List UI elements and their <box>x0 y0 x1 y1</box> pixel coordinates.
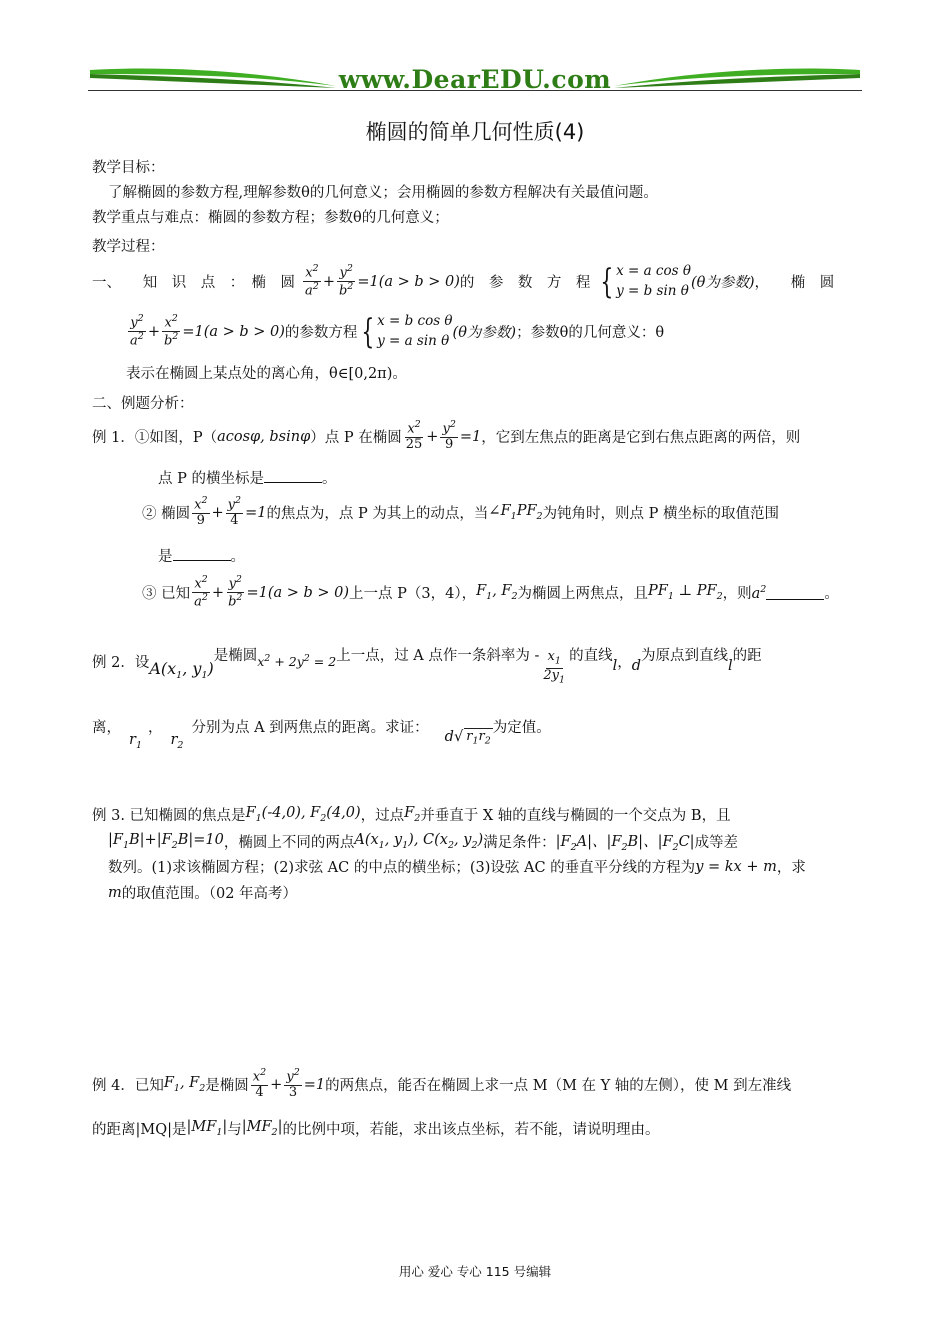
header-rule <box>88 90 862 91</box>
e1-3-text-a: ③ 已知 <box>142 586 191 603</box>
e4-frac-y: $\frac{y^2}{3}$ <box>286 1067 300 1101</box>
e1-2-text-d: 是 <box>158 549 173 565</box>
e2-text-d: 的直线 <box>569 647 613 664</box>
e1-1-text-a: 例 1．①如图，P（ <box>92 430 218 447</box>
example1-part1: 例 1．①如图，P（ acosφ, bsinφ ）点 P 在椭圆 $\frac{x^2}{25}$ + $\frac{y^2}{9}$ =1 ，它到左焦点的距离是它到右焦点距离的两倍，则 <box>92 419 801 453</box>
example2-line2: 离， $r_1$ ， $r_2$ 分别为点 A 到两焦点的距离。求证： d √ $r_1r_2$ 为定值。 <box>92 702 551 751</box>
ellipse-term-y: $\frac{y^2}{b^2}$ <box>338 262 354 299</box>
e2-slope-frac: $\frac{x_1}{2y_1}$ <box>543 649 566 686</box>
e1-1-text-f: 。 <box>321 471 337 487</box>
ellipse2-term-x: $\frac{x^2}{b^2}$ <box>163 312 179 349</box>
e2-text-j: 分别为点 A 到两焦点的距离。求证： <box>191 719 429 736</box>
e4-frac-x: $\frac{x^2}{4}$ <box>252 1067 267 1101</box>
e2-text-c: 上一点，过 A 点作一条斜率为 - <box>336 647 540 664</box>
goal-text: 了解椭圆的参数方程,理解参数θ的几何意义；会用椭圆的参数方程解决有关最值问题。 <box>108 185 658 201</box>
param-system-2: { x = b cos θ y = a sin θ <box>361 311 453 352</box>
e2-text-k: 为定值。 <box>492 719 551 736</box>
answer-blank[interactable] <box>173 546 231 561</box>
process-label: 教学过程： <box>92 239 165 255</box>
e4-text-f: 的比例中项，若能，求出该点坐标，若不能，请说明理由。 <box>282 1122 660 1138</box>
part1-line1: 一、 知 识 点 ： 椭 圆 $\frac{x^2}{a^2}$ + $\frac{y^2}{b^2}$ =1(a > b > 0) 的 参 数 方 程 { x = a cos θ y = b sin θ (θ为参数) ， 椭 圆 <box>92 261 835 302</box>
e2-text-e: ， <box>617 654 632 671</box>
answer-blank[interactable] <box>264 468 322 483</box>
e3-text-h: ，求 <box>776 860 806 876</box>
e2-text-g: 的距 <box>732 647 762 664</box>
part1-text-d: ；参数θ的几何意义：θ <box>516 325 665 342</box>
e1-1-text-d: ，它到左焦点的距离是它到右焦点距离的两倍，则 <box>481 430 801 447</box>
e1-3-frac-x: $\frac{x^2}{a^2}$ <box>194 574 208 610</box>
e1-2-answer-line <box>158 545 245 566</box>
e3-text-f: 成等差 <box>694 834 739 851</box>
e1-1-text-c: ）点 P 在椭圆 <box>310 430 402 447</box>
example3-line1: 例 3. 已知椭圆的焦点是 $F_1(-4,0)$, $F_2(4,0)$ ，过点 $F_2$ 并垂直于 X 轴的直线与椭圆的一个交点为 B，且 <box>92 805 731 824</box>
header-swoosh-right <box>612 64 862 92</box>
e1-1-answer-line <box>158 467 336 488</box>
e3-text-g: 数列。(1)求该椭圆方程；(2)求弦 AC 的中点的横坐标；(3)设弦 AC 的垂直平分线的方程为 <box>108 860 696 876</box>
site-logo-text[interactable]: www.DearEDU.com <box>338 65 612 94</box>
e3-text-d: ，椭圆上不同的两点 <box>223 834 355 851</box>
part1-text-e: 表示在椭圆上某点处的离心角，θ∈[0,2π)。 <box>126 366 407 382</box>
e4-text-b: 是椭圆 <box>205 1078 249 1095</box>
page-footer: 用心 爱心 专心 115 号编辑 <box>398 1264 552 1279</box>
example3-line3: 数列。(1)求该椭圆方程；(2)求弦 AC 的中点的横坐标；(3)设弦 AC 的垂直平分线的方程为 y = kx + m ，求 <box>108 856 806 877</box>
e2-text-b: 是椭圆 <box>213 647 258 664</box>
e1-2-text-a: ② 椭圆 <box>142 506 191 523</box>
example2-line1: 例 2．设 $A(x_1$, $y_1$) 是椭圆 $x^2 + 2y^2 = 2$ 上一点，过 A 点作一条斜率为 - $\frac{x_1}{2y_1}$ 的直线 l ， d 为原点到直线 l 的距 <box>92 636 762 686</box>
goal-label: 教学目标： <box>92 160 165 176</box>
e1-2-frac-x: $\frac{x^2}{9}$ <box>194 495 208 529</box>
e1-1-frac-y: $\frac{y^2}{9}$ <box>442 419 456 453</box>
e1-2-text-e: 。 <box>230 549 245 565</box>
e1-1-text-e: 点 P 的横坐标是 <box>158 471 264 487</box>
e1-2-text-c: 为钝角时，则点 P 横坐标的取值范围 <box>542 506 780 523</box>
ellipse-term-x: $\frac{x^2}{a^2}$ <box>305 262 319 299</box>
example4-line2: 的距离|MQ|是 $|MF_1|$ 与 $|MF_2|$ 的比例中项，若能，求出该点坐标，若不能，请说明理由。 <box>92 1119 660 1138</box>
e2-text-h: 离， <box>92 719 121 736</box>
e1-2-frac-y: $\frac{y^2}{4}$ <box>227 495 242 529</box>
part1-text-a: 的 参 数 方 程 <box>459 275 591 292</box>
e4-text-e: 与 <box>227 1122 242 1138</box>
e1-3-text-c: 为椭圆上两焦点，且 <box>517 586 649 603</box>
part1-line2: $\frac{y^2}{a^2}$ + $\frac{x^2}{b^2}$ =1(a > b > 0) 的参数方程 { x = b cos θ y = a sin θ (θ为参数) ；参数θ的几何意义：θ <box>130 311 665 352</box>
e1-1-frac-x: $\frac{x^2}{25}$ <box>405 419 423 453</box>
e1-1-point: acosφ, bsinφ <box>217 428 311 445</box>
example4-line1: 例 4．已知 $F_1$, $F_2$ 是椭圆 $\frac{x^2}{4}$ + $\frac{y^2}{3}$ =1 的两焦点，能否在椭圆上求一点 M（M 在 Y 轴的左侧），使 M 到左准线 <box>92 1067 792 1101</box>
ellipse2-term-y: $\frac{y^2}{a^2}$ <box>130 312 144 349</box>
e1-3-text-b: 上一点 P（3，4）， <box>349 586 477 603</box>
e4-text-d: 的距离|MQ|是 <box>92 1122 187 1138</box>
e2-text-a: 例 2．设 <box>92 654 150 671</box>
e1-2-text-b: 的焦点为，点 P 为其上的动点，当 <box>266 506 489 523</box>
e3-text-i: 的取值范围。（02 年高考） <box>121 886 298 902</box>
example1-part3: ③ 已知 $\frac{x^2}{a^2}$ + $\frac{y^2}{b^2}$ =1(a > b > 0) 上一点 P（3，4）， $F_1$, $F_2$ 为椭圆上两焦点，且 $PF_1$ ⊥ $PF_2$ ，则 $a^2$ 。 <box>142 574 839 610</box>
e1-3-text-e: 。 <box>824 586 839 603</box>
answer-blank[interactable] <box>766 585 824 600</box>
part1-text-c: 的参数方程 <box>284 325 358 342</box>
param-system-1: { x = a cos θ y = b sin θ <box>600 261 691 302</box>
part2-label: 二、例题分析： <box>92 396 194 412</box>
page-title: 椭圆的简单几何性质(4) <box>365 120 585 144</box>
example3-line2: $|F_1B|+|F_2B|=10$ ，椭圆上不同的两点 $A(x_1$, $y_1$), $C(x_2$, $y_2$) 满足条件： $|F_2A|$、$|F_2B|$、$|F_2C|$ 成等差 <box>108 832 739 853</box>
e4-text-a: 例 4．已知 <box>92 1078 164 1095</box>
e2-text-i: ， <box>147 719 163 736</box>
e2-text-f: 为原点到直线 <box>641 647 729 664</box>
site-header <box>88 60 862 100</box>
e1-3-text-d: ，则 <box>722 586 752 603</box>
key-points: 教学重点与难点：椭圆的参数方程；参数θ的几何意义； <box>92 210 449 226</box>
part1-text-b: ， 椭 圆 <box>754 275 835 292</box>
example1-part2: ② 椭圆 $\frac{x^2}{9}$ + $\frac{y^2}{4}$ =1 的焦点为，点 P 为其上的动点，当 $\angle F_1PF_2$ 为钝角时，则点 P 横坐标的取值范围 <box>142 495 780 529</box>
e3-text-c: 并垂直于 X 轴的直线与椭圆的一个交点为 B，且 <box>420 808 731 824</box>
e3-text-e: 满足条件： <box>483 834 556 851</box>
e1-3-frac-y: $\frac{y^2}{b^2}$ <box>228 574 243 610</box>
example3-line4: m 的取值范围。（02 年高考） <box>108 882 297 903</box>
e3-text-b: ，过点 <box>360 808 405 824</box>
e3-text-a: 例 3. 已知椭圆的焦点是 <box>92 808 246 824</box>
e4-text-c: 的两焦点，能否在椭圆上求一点 M（M 在 Y 轴的左侧），使 M 到左准线 <box>325 1078 792 1095</box>
part1-label: 一、 知 识 点 ： 椭 圆 <box>92 275 295 292</box>
